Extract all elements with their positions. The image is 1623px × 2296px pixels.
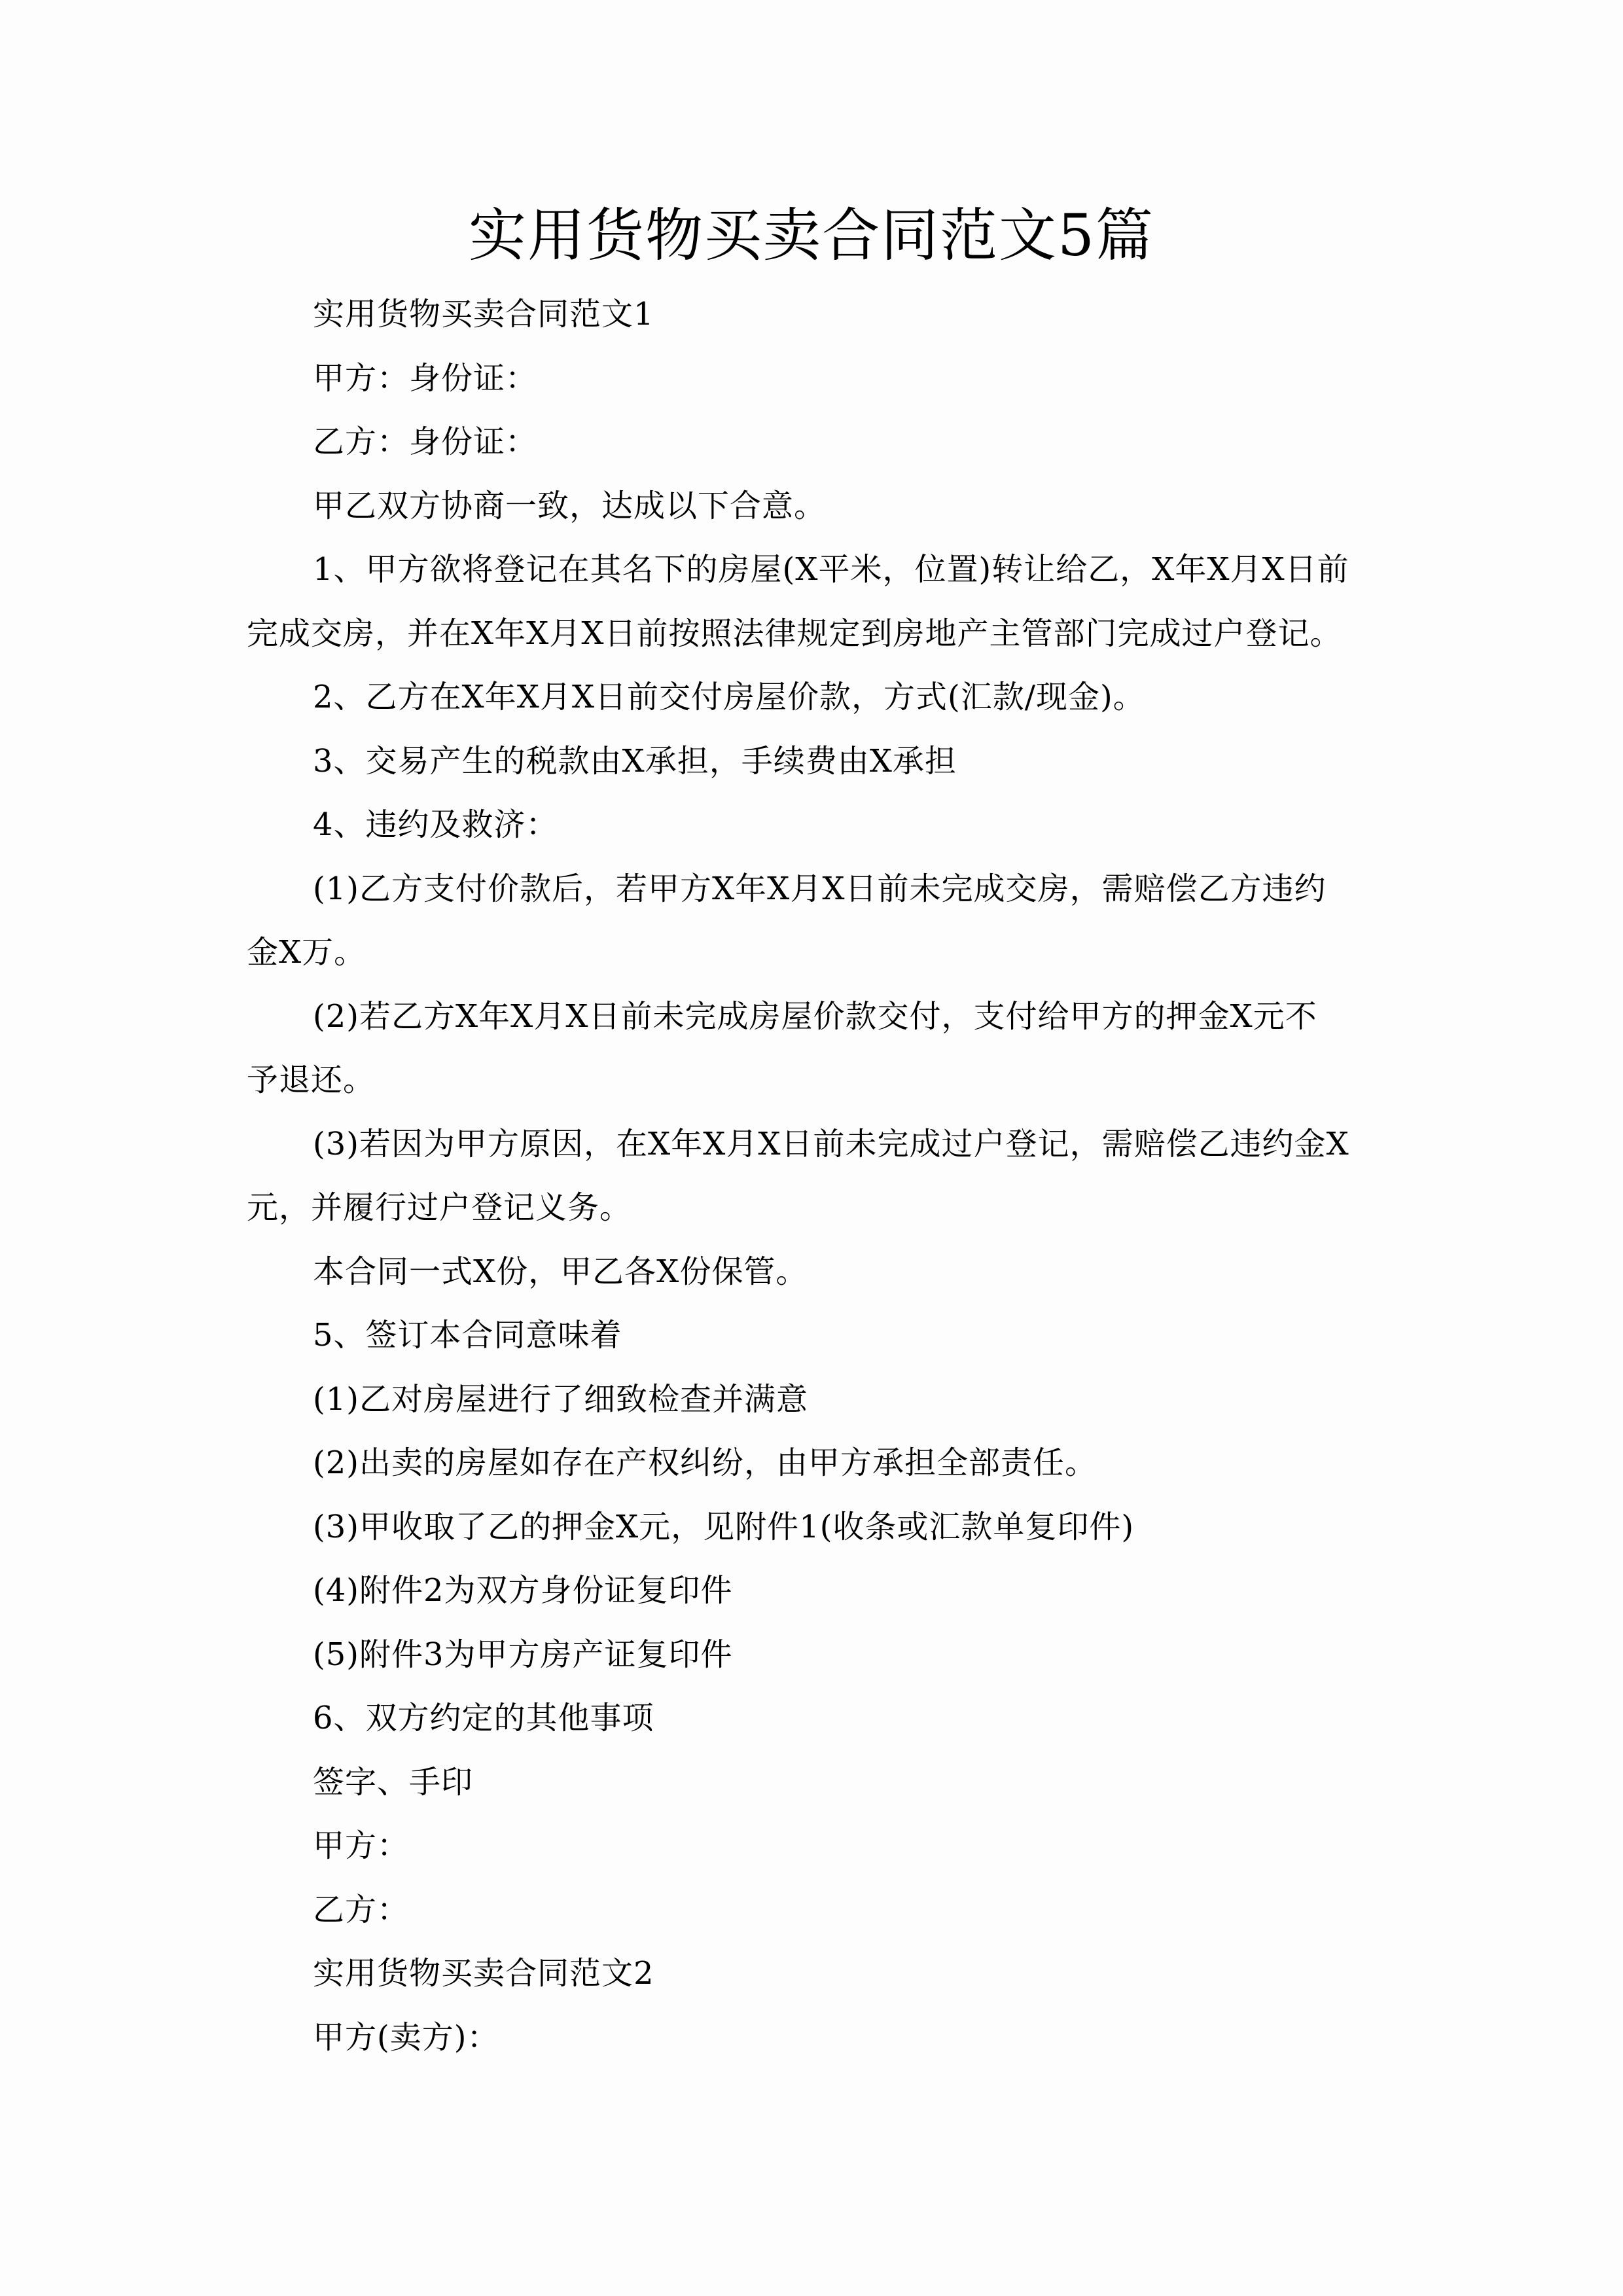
clause-4-3-line-1: (3)若因为甲方原因，在X年X月X日前未完成过户登记，需赔偿乙违约金X: [313, 1125, 1349, 1162]
party-a-seller-line: 甲方(卖方)：: [313, 2018, 499, 2056]
party-b-id-line: 乙方：身份证：: [313, 423, 538, 460]
clause-3: 3、交易产生的税款由X承担，手续费由X承担: [313, 742, 957, 780]
clause-5-heading: 5、签订本合同意味着: [313, 1317, 622, 1354]
clause-4-heading: 4、违约及救济：: [313, 806, 558, 843]
signature-party-a: 甲方：: [313, 1827, 410, 1864]
signature-heading: 签字、手印: [313, 1763, 474, 1801]
clause-1-line-1: 1、甲方欲将登记在其名下的房屋(X平米，位置)转让给乙，X年X月X日前: [313, 551, 1349, 588]
section-heading-1: 实用货物买卖合同范文1: [313, 296, 654, 332]
clause-5-5: (5)附件3为甲方房产证复印件: [313, 1636, 733, 1673]
document-body: [247, 283, 1385, 2070]
clause-4-2-line-1: (2)若乙方X年X月X日前未完成房屋价款交付，支付给甲方的押金X元不: [313, 997, 1317, 1035]
clause-4-3-line-2: 元，并履行过户登记义务。: [247, 1189, 632, 1226]
clause-4-1-line-1: (1)乙方支付价款后，若甲方X年X月X日前未完成交房，需赔偿乙方违约: [313, 870, 1327, 907]
document-title: 实用货物买卖合同范文5篇: [469, 202, 1154, 269]
signature-party-b: 乙方：: [313, 1891, 410, 1928]
clause-5-3: (3)甲收取了乙的押金X元，见附件1(收条或汇款单复印件): [313, 1508, 1135, 1545]
clause-2: 2、乙方在X年X月X日前交付房屋价款，方式(汇款/现金)。: [313, 679, 1145, 715]
party-a-id-line: 甲方：身份证：: [313, 359, 538, 397]
clause-5-4: (4)附件2为双方身份证复印件: [313, 1572, 733, 1609]
clause-6: 6、双方约定的其他事项: [313, 1700, 654, 1736]
clause-5-2: (2)出卖的房屋如存在产权纠纷，由甲方承担全部责任。: [313, 1444, 1097, 1481]
clause-5-1: (1)乙对房屋进行了细致检查并满意: [313, 1380, 808, 1418]
section-heading-2: 实用货物买卖合同范文2: [313, 1955, 654, 1992]
clause-4-1-line-2: 金X万。: [247, 934, 366, 971]
clause-4-2-line-2: 予退还。: [247, 1062, 376, 1098]
agreement-intro: 甲乙双方协商一致，达成以下合意。: [313, 487, 827, 524]
copies-statement: 本合同一式X份，甲乙各X份保管。: [313, 1253, 808, 1290]
clause-1-line-2: 完成交房，并在X年X月X日前按照法律规定到房地产主管部门完成过户登记。: [247, 615, 1342, 652]
